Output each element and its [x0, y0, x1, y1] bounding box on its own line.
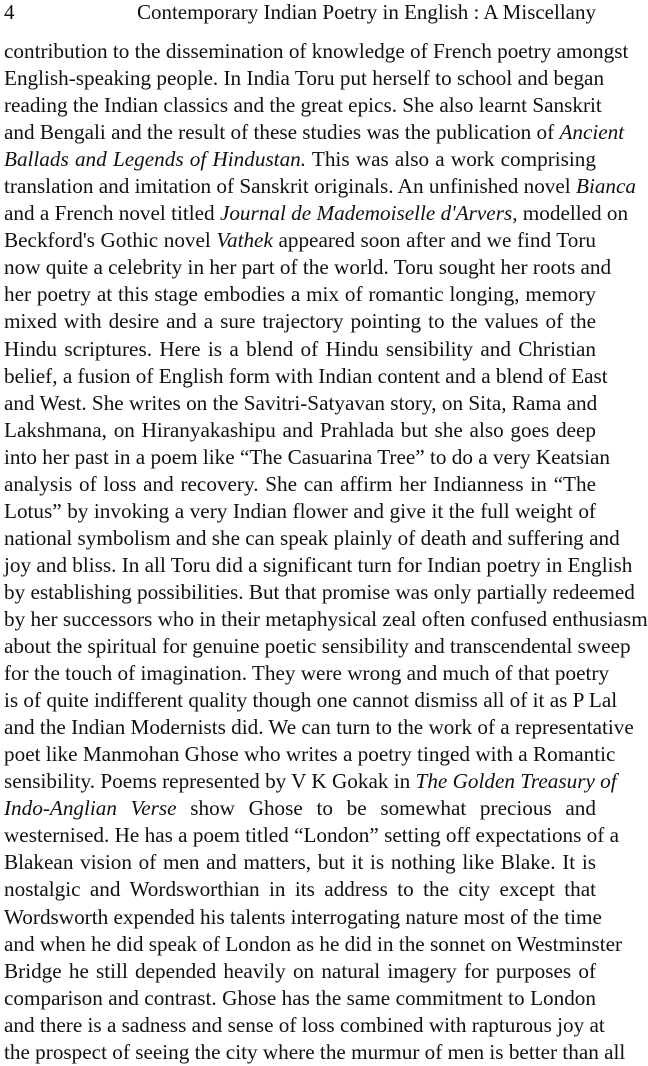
text-line — [4, 390, 596, 417]
text-segment: This was also a work comprising — [306, 147, 596, 172]
text-line — [4, 606, 648, 633]
text-segment: contribution to the dissemination of knowledge of French poetry amongst — [4, 39, 629, 63]
text-line — [4, 741, 616, 768]
text-line — [4, 363, 608, 390]
text-segment: is of quite indifferent quality though one cannot dismiss all of it as P Lal — [4, 688, 618, 713]
page-header — [4, 0, 596, 24]
text-line — [4, 65, 605, 92]
text-line — [4, 876, 596, 903]
text-line — [4, 579, 635, 606]
text-segment: nostalgic and Wordsworthian in its address to the city except that — [4, 877, 596, 902]
text-line — [4, 795, 596, 822]
text-line — [4, 660, 610, 687]
text-line — [4, 687, 618, 714]
italic-title: Ancient — [559, 120, 625, 145]
text-line — [4, 985, 596, 1012]
text-segment: her poetry at this stage embodies a mix of romantic longing, memory — [4, 282, 596, 307]
text-line — [4, 633, 631, 660]
text-segment: now quite a celebrity in her part of the world. Toru sought her roots and — [4, 255, 612, 280]
text-line — [4, 146, 596, 173]
italic-title: Journal de Mademoiselle d'Arvers, — [219, 201, 518, 226]
text-segment: Blakean vision of men and matters, but it is nothing like Blake. It is — [4, 850, 596, 875]
running-title: Contemporary Indian Poetry in English : A Miscellany — [136, 0, 596, 24]
text-segment: joy and bliss. In all Toru did a significant turn for Indian poetry in English — [4, 552, 633, 577]
text-line — [4, 471, 596, 498]
text-line — [4, 1012, 605, 1039]
text-segment: belief, a fusion of English form with Indian content and a blend of East — [4, 363, 608, 388]
text-segment: reading the Indian classics and the great epics. She also learnt Sanskrit — [4, 93, 602, 118]
text-segment: sensibility. Poems represented by V K Gokak in — [4, 769, 416, 794]
text-segment: Bridge he still depended heavily on natural imagery for purposes of — [4, 958, 596, 983]
text-segment: into her past in a poem like “The Casuarina Tree” to do a very Keatsian — [4, 444, 611, 469]
page-number: 4 — [4, 0, 15, 24]
text-segment: and a French novel titled — [4, 201, 220, 226]
text-line — [4, 308, 596, 335]
text-line — [4, 92, 602, 119]
text-line — [4, 904, 602, 931]
text-segment: Lotus” by invoking a very Indian flower and give it the full weight of — [4, 498, 596, 523]
text-segment: translation and imitation of Sanskrit originals. An unfinished novel — [4, 174, 576, 199]
text-segment: analysis of loss and recovery. She can affirm her Indianness in “The — [4, 471, 596, 496]
text-segment: modelled on — [517, 201, 629, 226]
text-segment: poet like Manmohan Ghose who writes a poetry tinged with a Romantic — [4, 742, 616, 767]
text-line — [4, 1039, 626, 1066]
text-line — [4, 227, 596, 254]
text-line — [4, 849, 596, 876]
text-line — [4, 281, 596, 308]
text-line — [4, 200, 629, 227]
body-paragraph — [4, 38, 648, 1066]
text-line — [4, 119, 625, 146]
text-segment: appeared soon after and we find Toru — [272, 228, 596, 253]
text-line — [4, 498, 596, 525]
text-line — [4, 958, 596, 985]
text-segment: about the spiritual for genuine poetic sensibility and transcendental sweep — [4, 634, 631, 659]
text-line — [4, 417, 596, 444]
text-line — [4, 336, 596, 363]
italic-title: Vathek — [216, 228, 273, 253]
text-segment: westernised. He has a poem titled “London” setting off expectations of a — [4, 823, 620, 848]
text-segment: Hindu scriptures. Here is a blend of Hindu sensibility and Christian — [4, 336, 596, 361]
text-line — [4, 525, 620, 552]
text-line — [4, 444, 611, 471]
text-segment: and when he did speak of London as he did in the sonnet on Westminster — [4, 931, 623, 956]
text-segment: mixed with desire and a sure trajectory pointing to the values of the — [4, 309, 596, 334]
text-segment: national symbolism and she can speak plainly of death and suffering and — [4, 525, 620, 550]
italic-title: Ballads and Legends of Hindustan. — [4, 147, 307, 172]
text-segment: Wordsworth expended his talents interrogating nature most of the time — [4, 904, 602, 929]
text-segment: and there is a sadness and sense of loss combined with rapturous joy at — [4, 1012, 605, 1037]
text-segment: by her successors who in their metaphysical zeal often confused enthusiasm — [4, 606, 648, 631]
text-line — [4, 768, 617, 795]
text-line — [4, 552, 633, 579]
text-segment: by establishing possibilities. But that promise was only partially redeemed — [4, 579, 635, 604]
text-line — [4, 822, 620, 849]
text-segment: comparison and contrast. Ghose has the same commitment to London — [4, 985, 596, 1010]
italic-title: Indo-Anglian Verse — [4, 796, 177, 821]
text-line — [4, 931, 623, 958]
text-segment: the prospect of seeing the city where the murmur of men is better than all — [4, 1039, 626, 1064]
text-line — [4, 173, 637, 200]
text-segment: Beckford's Gothic novel — [4, 228, 217, 253]
text-segment: Lakshmana, on Hiranyakashipu and Prahlada but she also goes deep — [4, 417, 596, 442]
text-segment: show Ghose to be somewhat precious and — [176, 796, 596, 821]
text-segment: for the touch of imagination. They were wrong and much of that poetry — [4, 661, 610, 686]
text-segment: and the Indian Modernists did. We can turn to the work of a representative — [4, 715, 634, 740]
text-segment: and West. She writes on the Savitri-Satyavan story, on Sita, Rama and — [4, 390, 598, 415]
text-segment: and Bengali and the result of these studies was the publication of — [4, 120, 560, 145]
text-segment: English-speaking people. In India Toru put herself to school and began — [4, 66, 605, 91]
text-line — [4, 714, 634, 741]
italic-title: Bianca — [576, 174, 637, 199]
text-line — [4, 254, 612, 281]
italic-title: The Golden Treasury of — [415, 769, 617, 794]
text-line — [4, 38, 629, 65]
